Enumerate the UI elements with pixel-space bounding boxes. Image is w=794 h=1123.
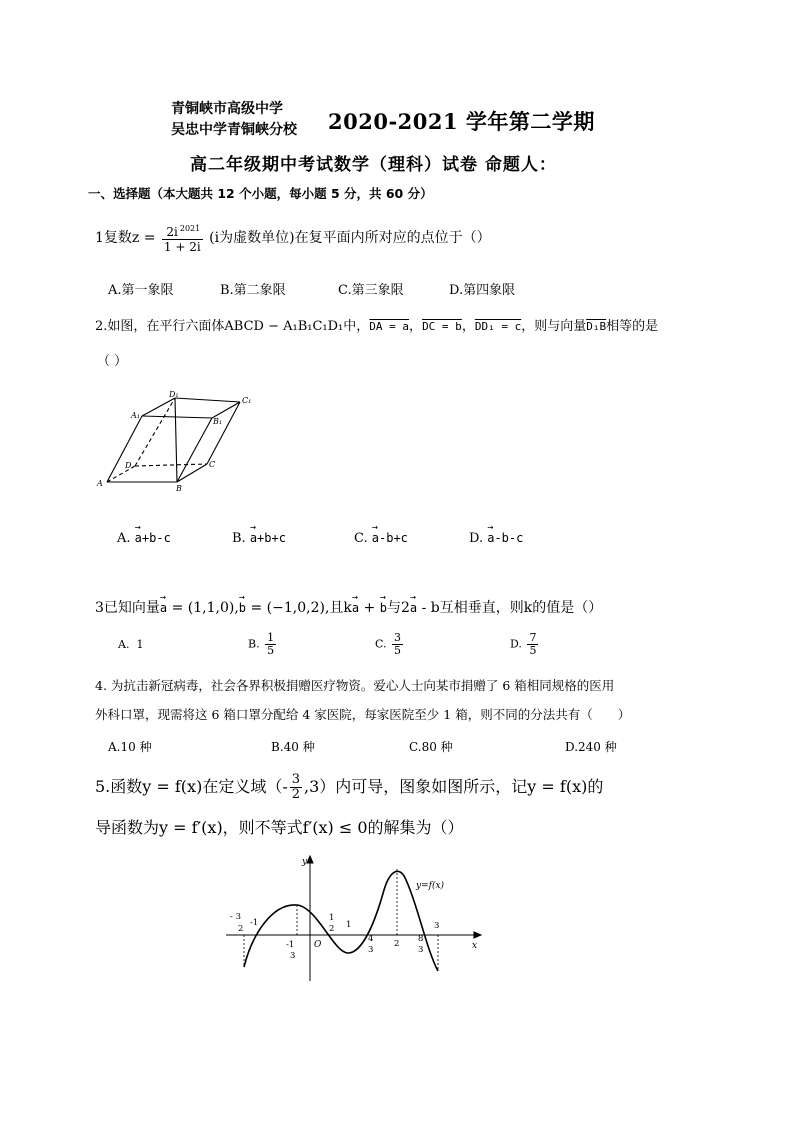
edge-a1d1 xyxy=(142,398,175,416)
q5-text-b: ,3）内可导，图象如图所示，记y = f(x)的 xyxy=(304,777,604,796)
tick-neg13-den: 3 xyxy=(290,951,296,961)
curve-label: y=f(x) xyxy=(416,881,445,891)
question-5-line2: 导函数为y = f′(x)，则不等式f′(x) ≤ 0的解集为（） xyxy=(95,818,464,837)
label-c: C xyxy=(209,460,216,469)
q2-vector-dd1: DD₁ = c xyxy=(474,320,522,333)
q3-vector-b: → b xyxy=(239,601,246,615)
q2-paren: （ ） xyxy=(97,354,128,369)
q3-option-b-num: 1 xyxy=(267,631,275,644)
school-name-1: 青铜峡市高级中学 xyxy=(171,101,283,117)
q4-option-b: B.40 种 xyxy=(271,740,315,754)
label-b1: B₁ xyxy=(213,417,223,426)
q3-vector-kb: → b xyxy=(380,601,387,615)
curve-f xyxy=(244,871,438,971)
q2-option-b xyxy=(232,531,286,546)
question-5-line1 xyxy=(95,772,603,802)
q2-option-a-letter: A. xyxy=(117,531,131,546)
tick-3: 3 xyxy=(434,921,440,931)
y-axis-label: y xyxy=(302,857,308,867)
q3-option-b xyxy=(248,632,278,657)
q2-solid-name: ABCD − A₁B₁C₁D₁ xyxy=(224,319,344,334)
q3-text-c: = (−1,0,2),且k xyxy=(246,600,352,616)
q5-frac-num: 3 xyxy=(291,772,301,787)
tick-12-den: 2 xyxy=(329,924,335,934)
q3-text-a: 3已知向量 xyxy=(95,600,160,616)
q1-fraction xyxy=(162,222,203,254)
diagonal-d1b xyxy=(175,398,177,482)
q2-text-a: 2.如图，在平行六面体 xyxy=(95,319,225,334)
edge-a1b1 xyxy=(142,416,212,418)
y-axis-arrow xyxy=(307,856,313,863)
q1-suffix: (i为虚数单位)在复平面内所对应的点位于（） xyxy=(209,230,491,246)
q5-frac-den: 2 xyxy=(291,787,301,802)
q4-option-a: A.10 种 xyxy=(108,740,152,754)
q2-option-d-expr: → a-b-c xyxy=(487,531,523,545)
q3-option-c-den: 5 xyxy=(394,644,402,657)
q3-option-d-num: 7 xyxy=(529,631,537,644)
q1-option-d: D.第四象限 xyxy=(449,283,516,298)
q3-option-b-den: 5 xyxy=(267,644,275,657)
q3-text-e: 与2 xyxy=(386,600,410,616)
x-axis-label: x xyxy=(472,941,478,951)
q1-option-c: C.第三象限 xyxy=(338,283,404,298)
q3-text-b: = (1,1,0), xyxy=(167,600,239,616)
label-d1: D₁ xyxy=(169,390,179,399)
tick-83-den: 3 xyxy=(418,945,424,955)
tick-43-den: 3 xyxy=(368,945,374,955)
q3-option-c-letter: C. xyxy=(375,637,387,651)
q2-vector-dc: DC = b xyxy=(422,320,462,333)
edge-aa1 xyxy=(107,416,142,482)
tick-43-num: 4 xyxy=(368,934,374,944)
term-title: 2020-2021 学年第二学期 xyxy=(328,109,595,134)
tick-1: 1 xyxy=(346,920,352,930)
q3-vector-2a: → a xyxy=(410,601,417,615)
q1-prefix: 1复数z = xyxy=(95,230,156,246)
q4-option-c: C.80 种 xyxy=(409,740,453,754)
q2-option-b-expr: → a+b+c xyxy=(250,531,286,545)
q2-text-b: 中， xyxy=(343,319,370,334)
q3-text-f: - b互相垂直，则k的值是（） xyxy=(417,600,603,616)
q2-option-c xyxy=(354,531,408,546)
q3-option-c xyxy=(375,632,405,657)
q3-option-d xyxy=(510,632,540,657)
q3-option-d-letter: D. xyxy=(510,637,522,651)
q1-numerator: 2i xyxy=(166,225,178,239)
q3-option-a-value: 1 xyxy=(136,638,144,651)
tick-neg32-den: 2 xyxy=(238,924,244,934)
label-c1: C₁ xyxy=(242,396,252,405)
tick-2: 2 xyxy=(394,939,400,949)
parallelepiped-figure xyxy=(95,388,265,498)
label-d: D xyxy=(125,461,132,470)
x-axis-arrow xyxy=(474,932,481,938)
question-2 xyxy=(95,315,658,334)
function-graph xyxy=(222,855,484,985)
q3-text-d: + xyxy=(359,600,380,616)
q5-text-a: 5.函数y = f(x)在定义域（- xyxy=(95,777,288,796)
tick-12-num: 1 xyxy=(329,913,335,923)
q3-option-a xyxy=(118,638,143,651)
question-4-line1: 4. 为抗击新冠病毒，社会各界积极捐赠医疗物资。爱心人士向某市捐赠了 6 箱相同规格的医用 xyxy=(95,678,615,693)
section-heading: 一、选择题（本大题共 12 个小题，每小题 5 分，共 60 分） xyxy=(88,186,433,201)
q3-vector-ka: → a xyxy=(352,601,359,615)
q2-option-d-letter: D. xyxy=(469,531,484,546)
q1-denominator: 1 + 2i xyxy=(163,240,201,254)
question-3 xyxy=(95,597,602,617)
q2-option-c-expr: → a-b+c xyxy=(372,531,408,545)
tick-neg32-num: - 3 xyxy=(230,912,241,922)
q2-sep-2: ， xyxy=(461,319,475,334)
q2-vector-d1b: D₁B xyxy=(586,320,607,333)
edge-d1c1 xyxy=(175,398,240,402)
label-a1: A₁ xyxy=(131,411,140,420)
q2-vector-da: DA = a xyxy=(369,320,410,333)
q2-option-d xyxy=(469,531,523,546)
edge-dc xyxy=(135,464,207,466)
q2-option-a xyxy=(117,531,171,546)
tick-83-num: 8 xyxy=(418,934,424,944)
q3-option-a-letter: A. xyxy=(118,638,130,651)
q3-option-b-letter: B. xyxy=(248,637,260,651)
q2-option-c-letter: C. xyxy=(354,531,368,546)
q3-option-d-den: 5 xyxy=(529,644,537,657)
school-name-2: 吴忠中学青铜峡分校 xyxy=(171,122,297,138)
q1-exponent: 2021 xyxy=(179,224,201,233)
q2-sep-1: ， xyxy=(409,319,423,334)
q4-option-d: D.240 种 xyxy=(565,740,617,754)
q3-vector-a: → a xyxy=(160,601,167,615)
exam-subtitle: 高二年级期中考试数学（理科）试卷 命题人： xyxy=(190,155,557,175)
label-a: A xyxy=(97,479,103,488)
q1-option-b: B.第二象限 xyxy=(220,283,286,298)
edge-dd1 xyxy=(135,398,175,466)
q3-option-c-num: 3 xyxy=(394,631,402,644)
label-b: B xyxy=(176,484,182,493)
tick-neg13-num: -1 xyxy=(286,940,295,950)
q2-option-b-letter: B. xyxy=(232,531,246,546)
q2-text-d: 相等的是 xyxy=(606,319,659,334)
tick-neg1: -1 xyxy=(250,918,259,928)
question-1 xyxy=(95,218,491,258)
q2-text-c: ，则与向量 xyxy=(521,319,587,334)
q1-option-a: A.第一象限 xyxy=(108,283,174,298)
q2-option-a-expr: → a+b-c xyxy=(135,531,171,545)
edge-b1b xyxy=(177,418,212,482)
question-4-line2: 外科口罩，现需将这 6 箱口罩分配给 4 家医院，每家医院至少 1 箱，则不同的分法共有（ ） xyxy=(95,707,631,722)
origin-label: O xyxy=(314,940,322,950)
